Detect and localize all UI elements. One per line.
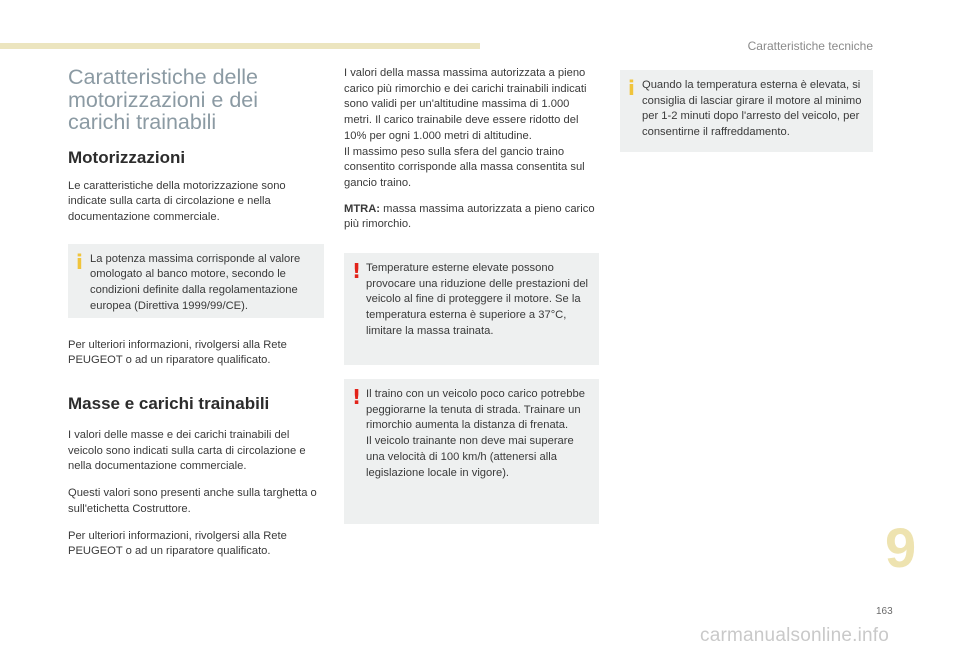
paragraph-more-info-1: Per ulteriori informazioni, rivolgersi alla Rete PEUGEOT o ad un riparatore qualificato.	[68, 338, 287, 367]
chapter-title: Caratteristiche tecniche	[747, 39, 873, 53]
info-box-power	[68, 244, 324, 318]
paragraph-mtra	[344, 202, 599, 233]
warning-box-text: Temperature esterne elevate possono provocare una riduzione delle prestazioni del veicolo al fine di proteggere il motore. Se la temperatura esterna è superiore a 37°C, limitare la massa trainata.	[366, 262, 589, 337]
info-box-text: La potenza massima corrisponde al valore omologato al banco motore, secondo le condizioni definite dalla regolamentazione europea (Direttiva 1999/99/CE).	[90, 252, 301, 312]
mtra-text: massa massima autorizzata a pieno carico più rimorchio.	[344, 202, 595, 231]
warning-box-text-1: Il traino con un veicolo poco carico potrebbe peggiorarne la tenuta di strada. Trainare un rimorchio aumenta la distanza di frenata.	[366, 388, 585, 432]
watermark: carmanualsonline.info	[700, 625, 890, 646]
column-2	[344, 66, 599, 524]
info-icon: i	[76, 249, 83, 274]
warning-box-text-2: Il veicolo trainante non deve mai superare una velocità di 100 km/h (attenersi alla legislazione locale in vigore).	[366, 435, 574, 479]
column-1	[68, 66, 324, 560]
heading-masse: Masse e carichi trainabili	[68, 394, 270, 414]
warning-box-temperature	[344, 253, 599, 365]
warning-icon: !	[352, 385, 362, 410]
info-box-cooling	[620, 70, 873, 152]
warning-icon: !	[352, 259, 362, 284]
paragraph-altitude: I valori della massa massima autorizzata a pieno carico più rimorchio e dei carichi trainabili indicati sono validi per un'altitudine massima di 1.000 metri. Il carico trainabile deve essere ridotto del 10% per ogni 1.000 metri di altitudine.	[344, 67, 587, 142]
paragraph-more-info-2: Per ulteriori informazioni, rivolgersi alla Rete PEUGEOT o ad un riparatore qualificato.	[68, 529, 287, 558]
paragraph-hitch: Il massimo peso sulla sfera del gancio traino consentito corrisponde alla massa consentita sul gancio traino.	[344, 145, 585, 189]
chapter-number: 9	[885, 516, 917, 579]
info-box-text: Quando la temperatura esterna è elevata, si consiglia di lasciar girare il motore al minimo per 1-2 minuti dopo l'arresto del veicolo, per consentirne il raffreddamento.	[642, 79, 862, 139]
paragraph-masse-1: I valori delle masse e dei carichi trainabili del veicolo sono indicati sulla carta di circolazione e nella documentazione commerciale.	[68, 429, 306, 473]
top-accent-bar	[0, 43, 480, 49]
info-icon: i	[628, 76, 635, 100]
column-3	[620, 70, 873, 152]
mtra-label: MTRA:	[344, 202, 381, 215]
paragraph-motorizzazioni: Le caratteristiche della motorizzazione sono indicate sulla carta di circolazione e nella documentazione commerciale.	[68, 179, 286, 223]
paragraph-masse-2: Questi valori sono presenti anche sulla targhetta o sull'etichetta Costruttore.	[68, 487, 317, 515]
page-number: 163	[876, 606, 893, 617]
page-title: Caratteristiche delle motorizzazioni e dei carichi trainabili	[68, 65, 259, 134]
heading-motorizzazioni: Motorizzazioni	[68, 147, 186, 167]
warning-box-towing	[344, 379, 599, 524]
